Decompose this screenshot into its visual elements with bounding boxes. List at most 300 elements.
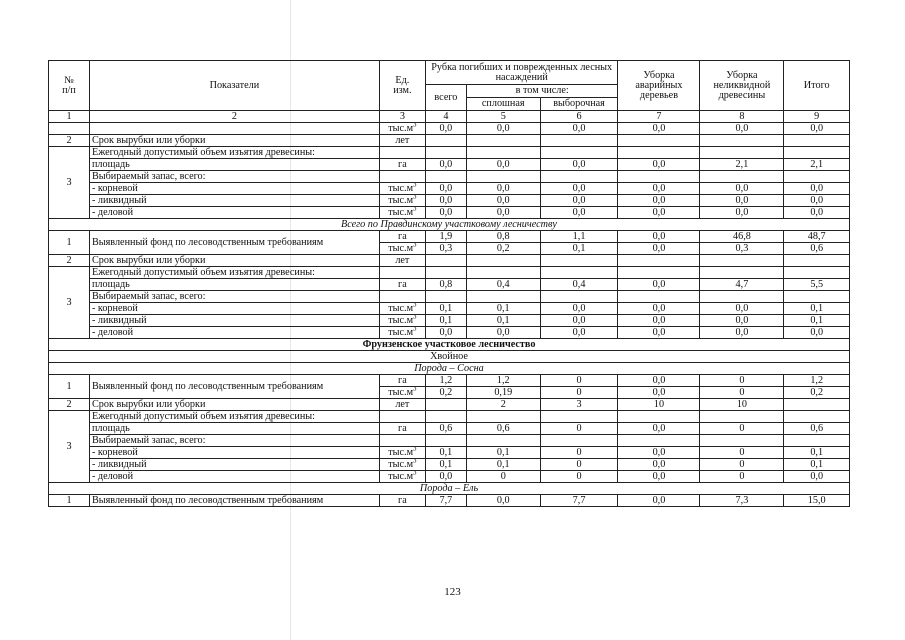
unit-text: лет [395,255,410,266]
value-cell [700,135,784,147]
indicator-label: - деловой [89,471,379,483]
row-number: 2 [49,399,90,411]
value-cell [425,267,466,279]
unit-text: лет [395,399,410,410]
unit-cell [379,327,425,339]
indicator-label: Выбираемый запас, всего: [89,171,379,183]
indicator-label: - ликвидный [89,459,379,471]
column-number-cell: 4 [425,111,466,123]
unit-text: тыс.м [388,471,414,482]
page-number: 123 [444,586,461,598]
unit-superscript: 3 [413,446,417,453]
unit-superscript: 3 [413,314,417,321]
value-cell: 1,1 [540,231,618,243]
indicator-label: Выбираемый запас, всего: [89,291,379,303]
unit-cell [379,471,425,483]
value-cell: 0,6 [784,243,850,255]
value-cell: 0,0 [618,375,700,387]
value-cell: 0,0 [784,195,850,207]
value-cell [466,267,540,279]
row-number: 2 [49,255,90,267]
unit-superscript: 3 [413,302,417,309]
table-row [49,375,850,387]
value-cell: 0,0 [618,231,700,243]
header-felling-group: Рубка погибших и поврежденных лесных насаждений [425,61,618,85]
value-cell: 0,0 [618,195,700,207]
indicator-label: Выявленный фонд по лесоводственным требованиям [89,231,379,255]
value-cell: 1,2 [784,375,850,387]
unit-text: тыс.м [388,123,414,134]
table-body [49,123,850,507]
unit-text: га [398,375,407,386]
unit-text: тыс.м [388,207,414,218]
value-cell: 0,0 [618,495,700,507]
value-cell: 1,2 [466,375,540,387]
table-row [49,279,850,291]
table-row [49,171,850,183]
row-number: 1 [49,231,90,255]
value-cell: 0 [700,471,784,483]
value-cell: 0,0 [618,471,700,483]
value-cell: 0,4 [466,279,540,291]
table-row [49,231,850,243]
unit-text: га [398,495,407,506]
value-cell: 0,0 [700,327,784,339]
unit-cell [379,267,425,279]
forest-fund-table [48,60,850,507]
unit-superscript: 3 [413,386,417,393]
section-title: Порода – Ель [49,483,850,495]
value-cell [618,255,700,267]
value-cell: 0,8 [425,279,466,291]
unit-cell [379,243,425,255]
value-cell [540,267,618,279]
value-cell: 0,0 [540,195,618,207]
unit-text: тыс.м [388,459,414,470]
unit-text: лет [395,135,410,146]
value-cell: 0 [700,387,784,399]
value-cell [466,171,540,183]
table-row [49,471,850,483]
indicator-label: Срок вырубки или уборки [89,255,379,267]
value-cell [425,399,466,411]
unit-cell [379,123,425,135]
value-cell [466,255,540,267]
unit-cell [379,387,425,399]
unit-cell [379,195,425,207]
value-cell [618,411,700,423]
unit-text: га [398,279,407,290]
value-cell: 0 [540,423,618,435]
value-cell: 0,1 [784,447,850,459]
value-cell: 0,1 [425,315,466,327]
table-row [49,315,850,327]
value-cell [425,291,466,303]
indicator-label: Ежегодный допустимый объем изъятия древесины: [89,147,379,159]
value-cell [466,291,540,303]
value-cell [425,435,466,447]
value-cell [784,291,850,303]
value-cell: 0,1 [425,447,466,459]
table-row [49,399,850,411]
value-cell: 0 [700,459,784,471]
unit-cell [379,171,425,183]
unit-cell [379,495,425,507]
value-cell [466,411,540,423]
unit-cell [379,399,425,411]
column-number-cell: 7 [618,111,700,123]
section-title: Порода – Сосна [49,363,850,375]
value-cell: 0,0 [540,207,618,219]
unit-text: тыс.м [388,387,414,398]
value-cell: 0,6 [466,423,540,435]
value-cell: 0,0 [700,303,784,315]
value-cell: 4,7 [700,279,784,291]
value-cell [700,267,784,279]
value-cell: 0,0 [700,315,784,327]
value-cell: 0,0 [618,423,700,435]
value-cell: 0,2 [784,387,850,399]
value-cell: 0,1 [466,447,540,459]
value-cell: 0,0 [618,279,700,291]
column-number-cell: 2 [89,111,379,123]
value-cell: 46,8 [700,231,784,243]
section-title: Всего по Правдинскому участковому лесничеству [49,219,850,231]
row-number: 2 [49,135,90,147]
indicator-label: Выявленный фонд по лесоводственным требованиям [89,495,379,507]
value-cell: 0,1 [784,303,850,315]
unit-cell [379,255,425,267]
value-cell: 10 [618,399,700,411]
value-cell: 0,0 [618,183,700,195]
value-cell [784,399,850,411]
unit-text: тыс.м [388,195,414,206]
value-cell [618,135,700,147]
column-number-cell: 9 [784,111,850,123]
header-selective: выборочная [540,98,618,111]
value-cell: 0,0 [700,195,784,207]
value-cell [425,255,466,267]
value-cell: 0 [540,387,618,399]
indicator-label: - деловой [89,207,379,219]
value-cell: 0,0 [618,459,700,471]
header-indicators: Показатели [89,61,379,111]
value-cell [700,255,784,267]
value-cell: 0,1 [784,459,850,471]
unit-superscript: 3 [413,194,417,201]
value-cell: 3 [540,399,618,411]
indicator-label: - ликвидный [89,315,379,327]
unit-text: тыс.м [388,447,414,458]
value-cell [784,147,850,159]
value-cell: 0,0 [618,123,700,135]
value-cell: 0,6 [784,423,850,435]
value-cell: 0,1 [466,459,540,471]
value-cell [784,255,850,267]
column-number-row [49,111,850,123]
unit-text: тыс.м [388,183,414,194]
value-cell: 48,7 [784,231,850,243]
unit-cell [379,375,425,387]
value-cell: 0,0 [540,183,618,195]
unit-cell [379,435,425,447]
value-cell: 0,0 [425,207,466,219]
unit-cell [379,315,425,327]
indicator-label: Выбираемый запас, всего: [89,435,379,447]
value-cell [618,147,700,159]
value-cell [700,147,784,159]
value-cell [784,171,850,183]
column-number-cell: 8 [700,111,784,123]
row-number: 3 [49,147,90,219]
unit-superscript: 3 [413,470,417,477]
header-nonliquid: Уборка неликвидной древесины [700,61,784,111]
value-cell: 0,0 [618,243,700,255]
unit-text: га [398,423,407,434]
unit-cell [379,135,425,147]
value-cell: 15,0 [784,495,850,507]
section-row [49,351,850,363]
value-cell: 0 [700,447,784,459]
indicator-label: - ликвидный [89,195,379,207]
row-number: 3 [49,411,90,483]
table-row [49,123,850,135]
value-cell: 0 [540,447,618,459]
value-cell: 0,3 [425,243,466,255]
section-row [49,483,850,495]
value-cell [784,135,850,147]
value-cell: 0 [700,375,784,387]
unit-cell [379,207,425,219]
value-cell [618,171,700,183]
value-cell: 0,0 [466,159,540,171]
unit-superscript: 3 [413,206,417,213]
row-number: 1 [49,375,90,399]
table-row [49,459,850,471]
unit-cell [379,183,425,195]
unit-cell [379,231,425,243]
value-cell: 7,7 [540,495,618,507]
value-cell: 0,1 [784,315,850,327]
value-cell: 0,0 [466,195,540,207]
value-cell [540,435,618,447]
unit-text: тыс.м [388,327,414,338]
value-cell [540,411,618,423]
column-number-cell: 5 [466,111,540,123]
value-cell [700,171,784,183]
indicator-label: площадь [89,279,379,291]
value-cell: 0,6 [425,423,466,435]
indicator-label: - корневой [89,447,379,459]
value-cell [540,135,618,147]
unit-cell [379,159,425,171]
indicator-label: Срок вырубки или уборки [89,135,379,147]
value-cell: 7,7 [425,495,466,507]
indicator-label [89,123,379,135]
unit-superscript: 3 [413,182,417,189]
value-cell: 2,1 [784,159,850,171]
indicator-label: - корневой [89,183,379,195]
indicator-label: Ежегодный допустимый объем изъятия древесины: [89,411,379,423]
value-cell: 0,19 [466,387,540,399]
unit-text: тыс.м [388,243,414,254]
value-cell: 5,5 [784,279,850,291]
value-cell [540,291,618,303]
unit-cell [379,291,425,303]
unit-superscript: 3 [413,122,417,129]
table-header [49,61,850,123]
table-row [49,159,850,171]
indicator-label: площадь [89,423,379,435]
value-cell: 0,0 [425,159,466,171]
unit-cell [379,147,425,159]
table-row [49,423,850,435]
column-number-cell: 3 [379,111,425,123]
value-cell: 0,0 [784,207,850,219]
header-unit: Ед. изм. [379,61,425,111]
value-cell [466,147,540,159]
indicator-label: - корневой [89,303,379,315]
value-cell: 0,3 [700,243,784,255]
value-cell: 0,0 [618,207,700,219]
unit-cell [379,423,425,435]
header-clear: сплошная [466,98,540,111]
value-cell: 0,4 [540,279,618,291]
value-cell [540,171,618,183]
value-cell: 0,0 [784,471,850,483]
value-cell: 1,9 [425,231,466,243]
value-cell: 0 [466,471,540,483]
value-cell: 0 [540,471,618,483]
value-cell [700,411,784,423]
table-row [49,195,850,207]
table-row [49,411,850,423]
section-title: Фрунзенское участковое лесничество [49,339,850,351]
table-row [49,291,850,303]
section-row [49,219,850,231]
value-cell: 0,0 [700,183,784,195]
value-cell: 0,1 [466,303,540,315]
value-cell [784,435,850,447]
value-cell: 0,0 [540,123,618,135]
value-cell: 0,8 [466,231,540,243]
value-cell: 0,0 [466,123,540,135]
value-cell [618,291,700,303]
value-cell [425,411,466,423]
unit-cell [379,411,425,423]
table-row [49,183,850,195]
indicator-label: площадь [89,159,379,171]
header-total: Итого [784,61,850,111]
table-row [49,303,850,315]
value-cell: 0 [700,423,784,435]
header-including: в том числе: [466,85,618,98]
table-row [49,147,850,159]
table-row [49,135,850,147]
value-cell [700,291,784,303]
header-emergency: Уборка аварийных деревьев [618,61,700,111]
value-cell [425,135,466,147]
value-cell: 0,0 [425,195,466,207]
value-cell: 0,0 [540,303,618,315]
value-cell: 0,0 [618,447,700,459]
value-cell: 0,1 [466,315,540,327]
value-cell: 0,2 [466,243,540,255]
header-num: № п/п [49,61,90,111]
header-total-all: всего [425,85,466,111]
indicator-label: Ежегодный допустимый объем изъятия древесины: [89,267,379,279]
value-cell: 0,0 [618,303,700,315]
indicator-label: - деловой [89,327,379,339]
value-cell: 7,3 [700,495,784,507]
value-cell: 0,0 [425,327,466,339]
unit-text: тыс.м [388,315,414,326]
unit-text: тыс.м [388,303,414,314]
column-number-cell: 6 [540,111,618,123]
column-number-cell: 1 [49,111,90,123]
unit-cell [379,279,425,291]
value-cell: 0,0 [618,387,700,399]
value-cell [784,267,850,279]
value-cell [700,435,784,447]
value-cell: 0,0 [540,315,618,327]
value-cell [425,171,466,183]
value-cell: 0,1 [540,243,618,255]
value-cell: 0,0 [540,159,618,171]
value-cell: 0,0 [466,207,540,219]
table-row [49,207,850,219]
value-cell: 0,0 [784,123,850,135]
row-number: 1 [49,495,90,507]
value-cell: 0,1 [425,303,466,315]
unit-superscript: 3 [413,242,417,249]
value-cell: 0,0 [784,327,850,339]
value-cell: 0,0 [466,183,540,195]
unit-text: га [398,231,407,242]
table-row [49,435,850,447]
value-cell: 2 [466,399,540,411]
value-cell: 0,0 [425,183,466,195]
row-number: 3 [49,267,90,339]
section-row [49,363,850,375]
table-row [49,495,850,507]
value-cell: 0,0 [700,207,784,219]
report-sheet [48,60,850,507]
value-cell [466,435,540,447]
value-cell: 1,2 [425,375,466,387]
value-cell [784,411,850,423]
value-cell: 0,1 [425,459,466,471]
table-row [49,327,850,339]
unit-superscript: 3 [413,326,417,333]
value-cell: 2,1 [700,159,784,171]
value-cell: 0 [540,375,618,387]
indicator-label: Срок вырубки или уборки [89,399,379,411]
value-cell [618,267,700,279]
section-title: Хвойное [49,351,850,363]
table-row [49,255,850,267]
value-cell [425,147,466,159]
value-cell: 0,0 [425,123,466,135]
value-cell: 0,0 [618,315,700,327]
row-number [49,123,90,135]
value-cell [618,435,700,447]
value-cell: 0,0 [425,471,466,483]
unit-text: га [398,159,407,170]
unit-cell [379,303,425,315]
value-cell: 0,0 [466,495,540,507]
value-cell [540,147,618,159]
